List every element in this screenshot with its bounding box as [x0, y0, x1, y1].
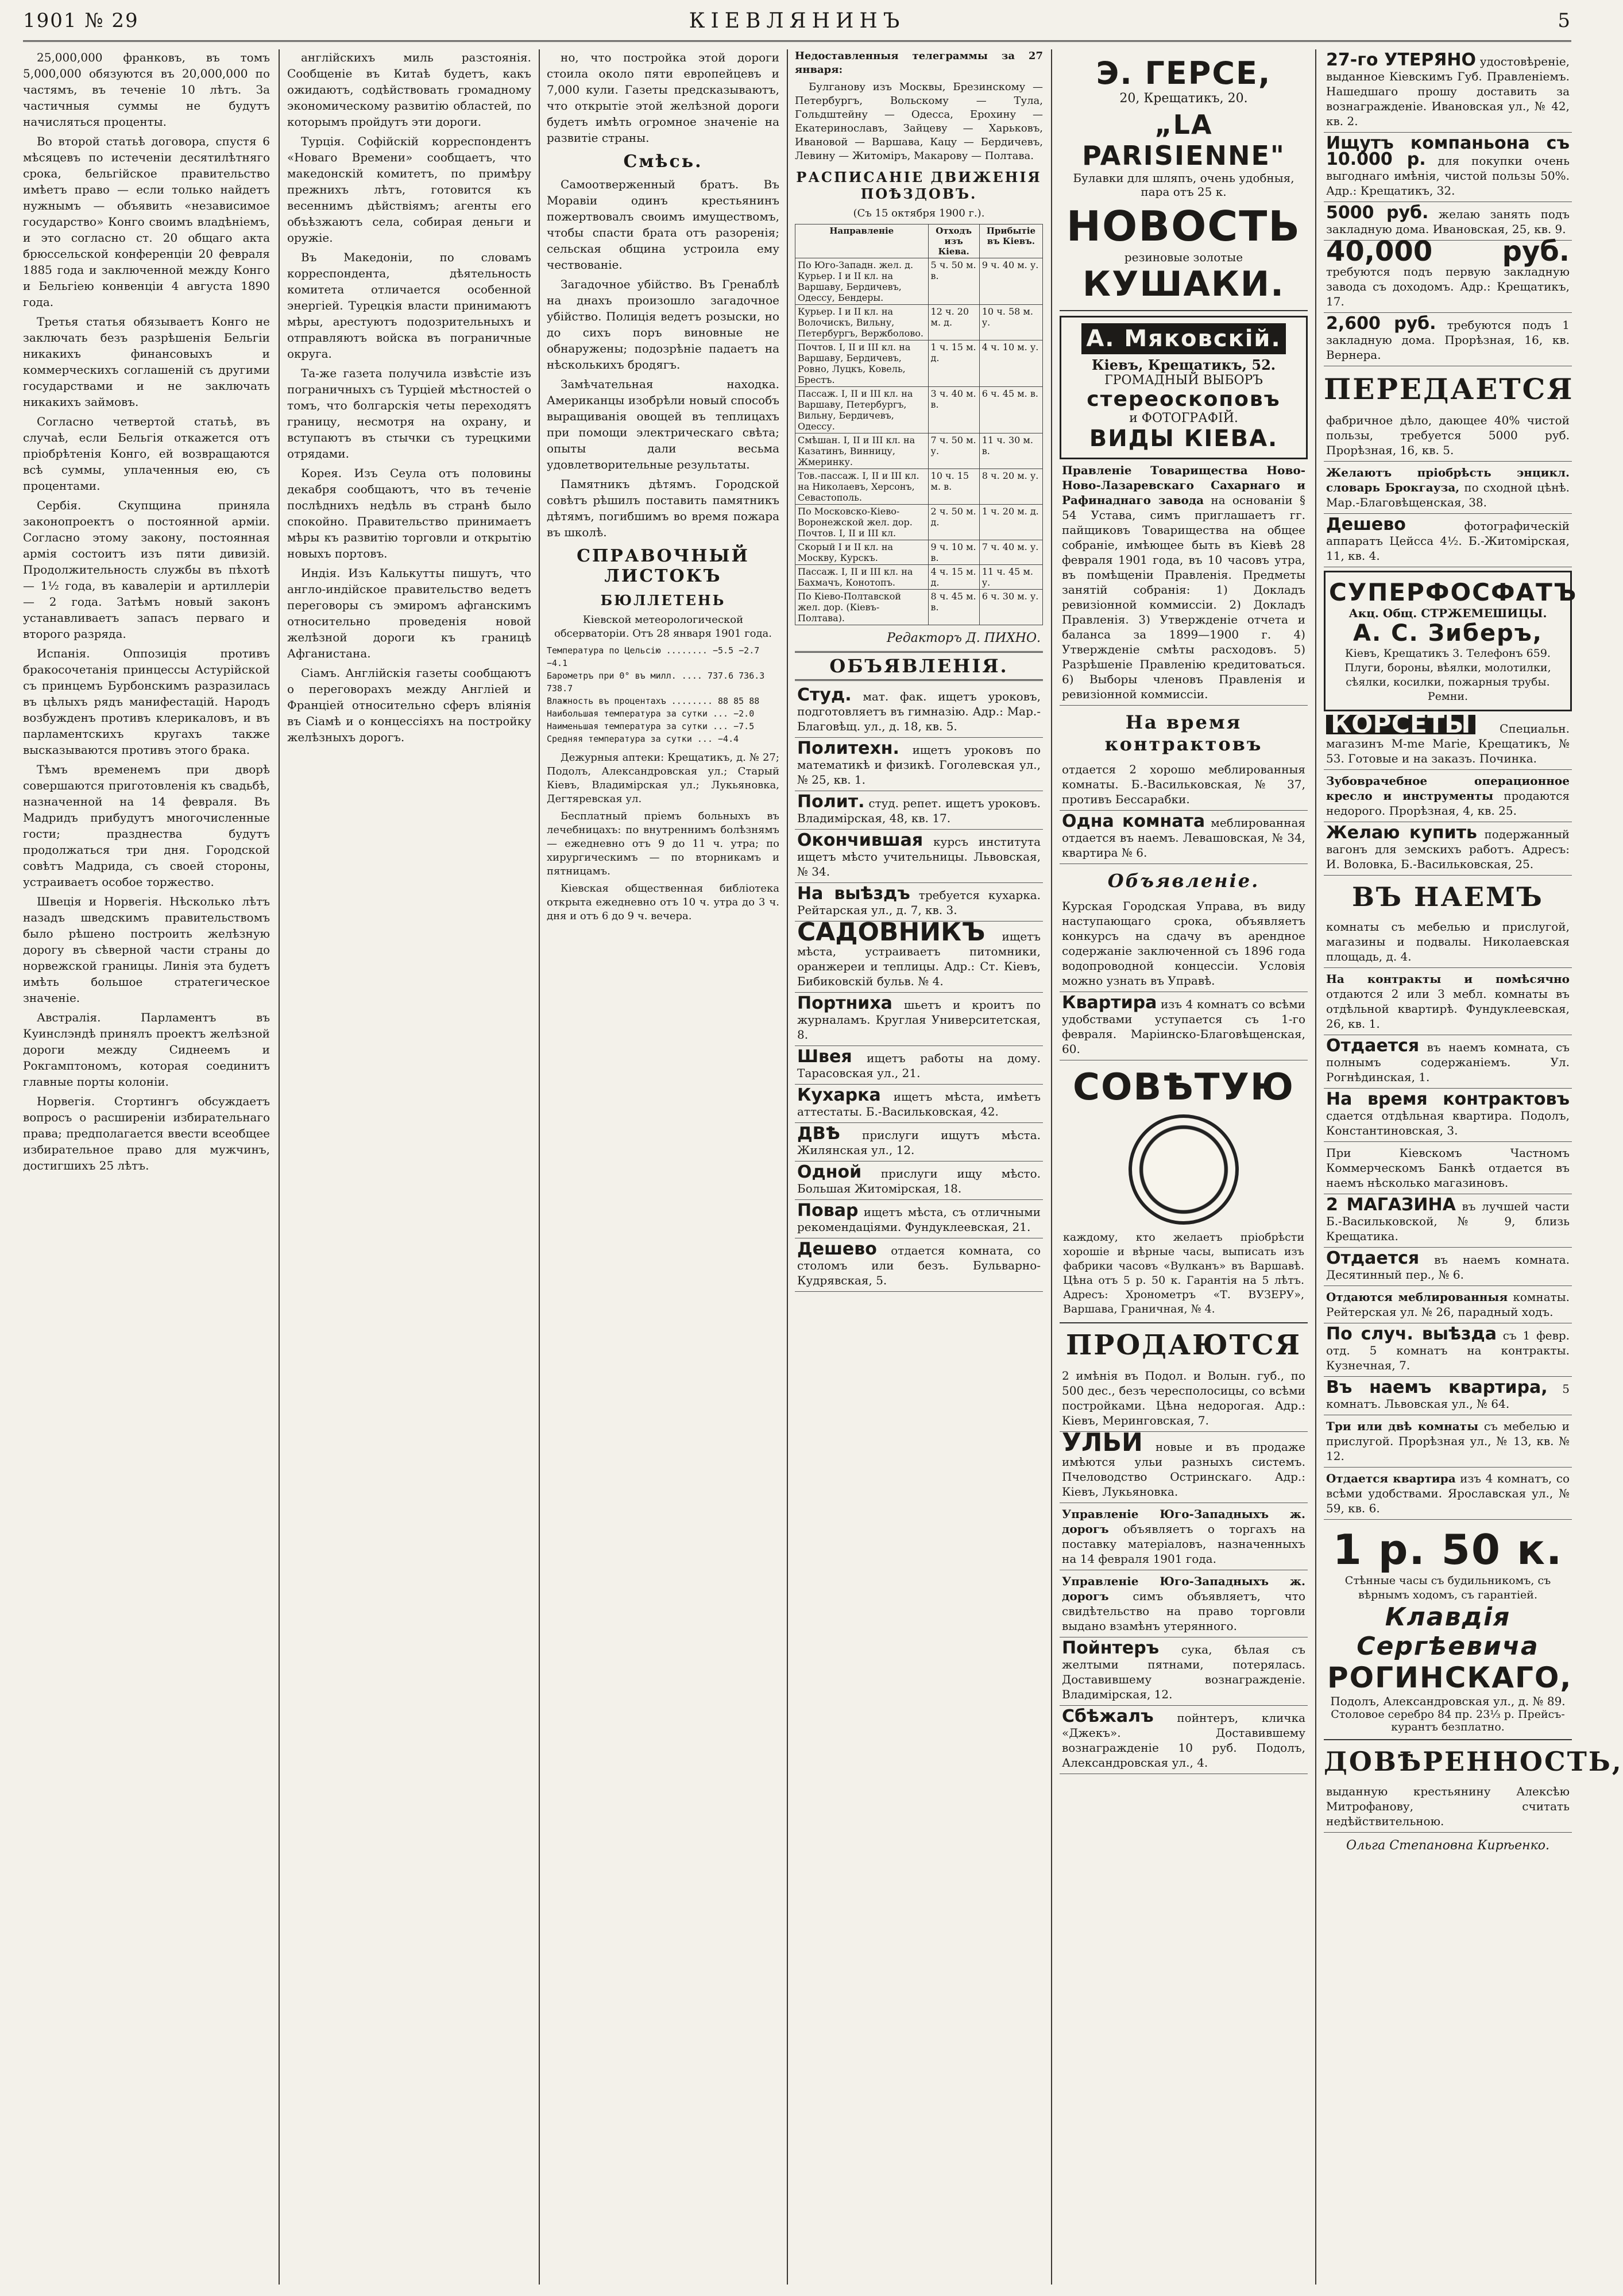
ad-signature: Ольга Степановна Кирѣенко.: [1346, 1838, 1549, 1853]
classified-ad: Политехн. ищетъ уроковъ по математикѣ и физикѣ. Гоголевская ул., № 25, кв. 1.: [795, 738, 1043, 791]
advertiser-name: А. Мяковскій.: [1081, 323, 1285, 354]
classified-ad: отдается 2 хорошо меблированныя комнаты. Б.-Васильковская, № 37, противъ Бессарабки.: [1060, 758, 1308, 811]
classified-ad: Дешево отдается комната, со столомъ или безъ. Бульварно-Кудрявская, 5.: [795, 1238, 1043, 1292]
article-paragraph: Корея. Изъ Сеула отъ половины декабря сообщаютъ, что въ теченіе послѣднихъ недѣль въ странѣ было спокойно. Правительство принимаетъ мѣры къ развитію торговли и открытію новыхъ портовъ.: [287, 466, 531, 560]
classified-ad: Правленіе Товарищества Ново-Ново-Лазаревскаго Сахарнаго и Рафинаднаго завода на основаніи § 54 Устава, симъ приглашаетъ гг. пайщиковъ Товарищества на общее собраніе, имѣющее быть въ Кіевѣ 28 февраля 1901 года, въ 10 часовъ утра, въ помѣщеніи Правленія. Предметы занятій собранія: 1) Докладъ ревизіонной коммиссіи. 2) Докладъ Правленія. 3) Утвержденіе отчета и баланса за 1899—1900 г. 4) Утвержденіе смѣты расходовъ. 5) Разрѣшеніе Правленію кредитоваться. 6) Выборы членовъ Правленія и ревизіонной коммиссіи.: [1060, 459, 1308, 706]
ad-heading: ВЪ НАЕМЪ: [1352, 881, 1544, 912]
newspaper-title: КІЕВЛЯНИНЪ: [689, 9, 906, 33]
ad-text: каждому, кто желаетъ пріобрѣсти хорошіе и вѣрные часы, выписать изъ фабрики часовъ «Вулканъ» въ Варшавѣ. Цѣна отъ 5 р. 50 к. Гарантія на 5 лѣтъ. Адресъ: Хронометръ «Т. ВУЗЕРУ», Варшава, Граничная, № 4.: [1063, 1231, 1304, 1315]
ad-text: Стѣнные часы съ будильникомъ, съ вѣрнымъ ходомъ, съ гарантіей.: [1344, 1574, 1551, 1601]
advertiser-name: РОГИНСКАГО,: [1327, 1661, 1572, 1694]
classified-ad: Кухарка ищетъ мѣста, имѣетъ аттестаты. Б.-Васильковская, 42.: [795, 1085, 1043, 1123]
page-number: 5: [1558, 9, 1571, 32]
bulletin-line: Барометръ при 0° въ милл. .... 737.6 736.3 738.7: [547, 671, 765, 694]
article-paragraph: Та-же газета получила извѣстіе изъ пограничныхъ съ Турціей мѣстностей о томъ, что болгарскія четы переходятъ границу, несмотря на охрану, и вступаютъ въ стычки съ турецкими отрядами.: [287, 366, 531, 460]
classified-ad: фабричное дѣло, дающее 40% чистой пользы, требуется 5000 руб. Прорѣзная, 16, кв. 5.: [1324, 409, 1572, 462]
column-1: [23, 49, 270, 2285]
classified-ad: Окончившая курсъ института ищетъ мѣсто учительницы. Львовская, № 34.: [795, 830, 1043, 883]
schedule-subtitle: (Съ 15 октября 1900 г.).: [853, 207, 985, 219]
ad-heading: ДОВѢРЕННОСТЬ,: [1324, 1746, 1623, 1777]
ad-heading: На время контрактовъ: [1104, 711, 1263, 755]
classified-ad: Курская Городская Управа, въ виду наступающаго срока, объявляетъ конкурсъ на сдачу въ арендное содержаніе заключенной съ 1896 года водопроводной концессіи. Условія можно узнать въ Управѣ.: [1060, 895, 1308, 992]
classified-ad: Повар ищетъ мѣста, съ отличными рекомендаціями. Фундуклеевская, 21.: [795, 1200, 1043, 1238]
bulletin-line: Наибольшая температура за сутки ... −2.0: [547, 708, 755, 719]
classified-ad: Портниха шьетъ и кроитъ по журналамъ. Круглая Университетская, 8.: [795, 993, 1043, 1046]
article-paragraph: Сіамъ. Англійскія газеты сообщаютъ о переговорахъ между Англіей и Франціей относительно сферъ вліянія въ Сіамѣ и о концессіяхъ на постройку желѣзныхъ дорогъ.: [287, 666, 531, 744]
classified-ad: Отдается въ наемъ комната, съ полнымъ содержаніемъ. Ул. Рогнѣдинская, 1.: [1324, 1035, 1572, 1089]
classified-ad: 2 имѣнія въ Подол. и Волын. губ., по 500 дес., безъ чересполосицы, со всѣми постройками. Цѣна недорогая. Адр.: Кіевъ, Меринговская, 7.: [1060, 1365, 1308, 1432]
article-paragraph: Загадочное убійство. Въ Гренаблѣ на днахъ произошло загадочное убійство. Полиція ведетъ розыски, но до сихъ поръ виновные не обнаружены; подозрѣніе падаетъ на нѣсколькихъ бродягъ.: [547, 277, 779, 371]
article-paragraph: Самоотверженный братъ. Въ Моравіи одинъ крестьянинъ пожертвовалъ своимъ имуществомъ, чтобы спасти брата отъ разоренія; сельская община устроила ему чествованіе.: [547, 177, 779, 272]
advertiser-name: А. С. Зиберъ,: [1353, 620, 1543, 646]
classified-ad: Дешево фотографическій аппаратъ Цейсса 4½. Б.-Житомірская, 11, кв. 4.: [1324, 514, 1572, 567]
article-paragraph: Замѣчательная находка. Американцы изобрѣли новый способъ выращиванія овощей въ теплицахъ при помощи электрическаго свѣта; опыты дали весьма удовлетворительные результаты.: [547, 377, 779, 471]
article-paragraph: Въ Македоніи, по словамъ корреспондента, дѣятельность комитета отличается особенной энергіей. Турецкія власти принимаютъ мѣры, арестуютъ подозрительныхъ и отправляютъ войска въ пограничные округа.: [287, 250, 531, 361]
advertiser-name: Э. ГЕРСЕ,: [1096, 55, 1272, 91]
classified-ad: выданную крестьянину Алексѣю Митрофанову, считать недѣйствительною.: [1324, 1780, 1572, 1833]
article-paragraph: англійскихъ миль разстоянія. Сообщеніе въ Китаѣ будетъ, какъ ожидаютъ, содѣйствовать громадному экономическому развитію областей, по которымъ пройдутъ эти дороги.: [287, 51, 531, 129]
classified-ad: Отдаются меблированныя комнаты. Рейтерская ул. № 26, парадный ходъ.: [1324, 1286, 1572, 1323]
classified-ad: Три или двѣ комнаты съ мебелью и прислугой. Прорѣзная ул., № 13, кв. № 12.: [1324, 1415, 1572, 1468]
article-paragraph: Австралія. Парламентъ въ Куинслэндѣ принялъ проектъ желѣзной дороги между Сиднеемъ и Рокгамптономъ, которая соединитъ главные порты колоніи.: [23, 1010, 270, 1089]
classified-ad: На время контрактовъ сдается отдѣльная квартира. Подолъ, Константиновская, 3.: [1324, 1089, 1572, 1142]
ad-headline: 1 р. 50 к.: [1332, 1525, 1563, 1574]
bulletin-title: БЮЛЛЕТЕНЬ: [600, 592, 726, 609]
article-paragraph: Турція. Софійскій корреспондентъ «Новаго Времени» сообщаетъ, что македонскій комитетъ, по примѣру прежнихъ лѣтъ, готовится къ весеннимъ дѣйствіямъ; агенты его объѣзжаютъ села, собирая деньги и оружіе.: [287, 134, 531, 245]
classified-ad: Желаю купить подержанный вагонъ для земскихъ работъ. Адресъ: И. Воловка, Б.-Васильковская, 25.: [1324, 822, 1572, 876]
ad-headline: НОВОСТЬ: [1066, 202, 1301, 250]
ad-text: ГРОМАДНЫЙ ВЫБОРЪ: [1104, 373, 1263, 388]
zibert-ad: [1324, 571, 1578, 711]
ad-text: Кіевъ, Крещатикъ 3. Телефонъ 659. Плуги, бороны, вѣялки, молотилки, сѣялки, косилки, пожарныя трубы. Ремни.: [1344, 647, 1551, 703]
classified-ad: Студ. мат. фак. ищетъ уроковъ, подготовляетъ въ гимназію. Адр.: Мар.-Благовѣщ. ул., д. 18, кв. 5.: [795, 684, 1043, 738]
schedule-title: РАСПИСАНІЕ ДВИЖЕНІЯ ПОѢЗДОВЪ.: [796, 169, 1042, 202]
classified-ad: По случ. выѣзда съ 1 февр. отд. 5 комнатъ на контракты. Кузнечная, 7.: [1324, 1323, 1572, 1377]
classified-ad: Квартира изъ 4 комнатъ со всѣми удобствами уступается съ 1-го февраля. Маріинско-Благовѣщенская, 60.: [1060, 992, 1308, 1060]
article-paragraph: Испанія. Оппозиція противъ бракосочетанія принцессы Астурійской съ принцемъ Бурбонскимъ разразилась въ цѣлыхъ рядъ манифестацій. Народъ возбужденъ противъ клерикаловъ, и въ парламентскихъ кругахъ также высказываются противъ этого брака.: [23, 646, 270, 757]
article-paragraph: Третья статья обязываетъ Конго не заключать безъ разрѣшенія Бельгіи никакихъ финансовыхъ и коммерческихъ соглашеній съ другими государствами и не заключать никакихъ займовъ.: [23, 315, 270, 409]
classified-ad: Ищутъ компаньона съ 10.000 р. для покупки очень выгоднаго имѣнія, чистой пользы 50%. Адр.: Крещатикъ, 32.: [1324, 133, 1572, 202]
train-schedule-table: [795, 224, 1043, 625]
bulletin-line: Температура по Цельсію ........ −5.5 −2.7 −4.1: [547, 645, 760, 668]
advertiser-address: Кіевъ, Крещатикъ, 52.: [1091, 357, 1276, 373]
classified-ad: Полит. студ. репет. ищетъ уроковъ. Владимірская, 48, кв. 17.: [795, 791, 1043, 830]
advertiser-address: Подолъ, Александровская ул., д. № 89.: [1330, 1694, 1566, 1708]
table-row: Пассаж. I, II и III кл. на Бахмачъ, Конотопъ. 4 ч. 15 м. д. 11 ч. 45 м. у.: [795, 565, 1043, 590]
article-paragraph: Сербія. Скупщина приняла законопроектъ о постоянной арміи. Согласно этому закону, постоянная армія состоитъ изъ пяти дивизій. Продолжительность службы въ пѣхотѣ — 1½ года, въ кавалеріи и артиллеріи — 2 года. Затѣмъ новый законъ устанавливаетъ запасъ перваго и второго разряда.: [23, 498, 270, 641]
article-paragraph: Норвегія. Стортингъ обсуждаетъ вопросъ о расширеніи избирательнаго права; предполагается ввести всеобщее избирательное право для мужчинъ, достигшихъ 25 лѣтъ.: [23, 1094, 270, 1172]
brand-name: „LA PARISIENNE": [1082, 109, 1285, 171]
article-paragraph: Дежурныя аптеки: Крещатикъ, д. № 27; Подолъ, Александровская ул.; Старый Кіевъ, Владимірская ул.; Лукьяновка, Дегтяревская ул.: [547, 752, 779, 805]
article-paragraph: Памятникъ дѣтямъ. Городской совѣтъ рѣшилъ поставить памятникъ дѣтямъ, погибшимъ во время пожара въ школѣ.: [547, 477, 779, 539]
ad-headline: СУПЕРФОСФАТЪ: [1329, 578, 1578, 606]
article-paragraph: 25,000,000 франковъ, въ томъ 5,000,000 обязуются въ 20,000,000 по частямъ, въ теченіе 10 лѣтъ. За частичныя суммы не будутъ начисляться проценты.: [23, 51, 270, 129]
classified-ad: 27-го УТЕРЯНО удостовѣреніе, выданное Кіевскимъ Губ. Правленіемъ. Нашедшаго прошу доставить за вознагражденіе. Ивановская ул., № 42, кв. 2.: [1324, 49, 1572, 133]
article-paragraph: Согласно четвертой статьѣ, въ случаѣ, если Бельгія откажется отъ пріобрѣтенія Конго, ей возвращаются всѣ суммы, уплаченныя ею, съ процентами.: [23, 415, 270, 493]
classified-ad: Желаютъ пріобрѣсть энцикл. словарь Брокгауза, по сходной цѣнѣ. Мар.-Благовѣщенская, 38.: [1324, 462, 1572, 514]
article-paragraph: Кіевская общественная библіотека открыта ежедневно отъ 10 ч. утра до 3 ч. дня и отъ 6 до 9 ч. вечера.: [547, 882, 779, 922]
classified-ad: Управленіе Юго-Западныхъ ж. дорогъ объявляетъ о торгахъ на поставку матеріаловъ, назначенныхъ на 14 февраля 1901 года.: [1060, 1503, 1308, 1570]
ad-headline: СОВѢТУЮ: [1072, 1066, 1295, 1109]
editor-signature: Редакторъ Д. ПИХНО.: [887, 631, 1041, 645]
classified-ad: КОРСЕТЫ Специальн. магазинъ M-me Marie, Крещатикъ, № 53. Готовые и на заказъ. Починка.: [1324, 711, 1572, 770]
issue-number: 1901 № 29: [23, 9, 139, 32]
advertiser-address: 20, Крещатикъ, 20.: [1119, 91, 1248, 106]
classified-ad: На выѣздъ требуется кухарка. Рейтарская ул., д. 7, кв. 3.: [795, 883, 1043, 922]
ad-heading: Объявленіе.: [1107, 870, 1260, 892]
column-rule: [787, 49, 788, 2285]
article-paragraph: Тѣмъ временемъ при дворѣ совершаются приготовленія къ свадьбѣ, назначенной на 14 февраля. Въ Мадридъ прибудутъ многочисленные гости; празднества будутъ продолжаться три дня. Городской совѣтъ Мадрида, съ своей стороны, устраиваетъ особое торжество.: [23, 762, 270, 889]
table-row: Почтов. I, II и III кл. на Варшаву, Бердичевъ, Ровно, Луцкъ, Ковель, Брестъ. 1 ч. 15 м. д. 4 ч. 10 м. у.: [795, 340, 1043, 387]
classified-ad: Въ наемъ квартира, 5 комнатъ. Львовская ул., № 64.: [1324, 1377, 1572, 1415]
classified-ad: На контракты и помѣсячно отдаются 2 или 3 мебл. комнаты въ отдѣльной квартирѣ. Фундуклеевская, 26, кв. 1.: [1324, 968, 1572, 1035]
classified-ad: Отдается квартира изъ 4 комнатъ, со всѣми удобствами. Ярославская ул., № 59, кв. 6.: [1324, 1468, 1572, 1520]
ad-heading: ПРОДАЮТСЯ: [1065, 1329, 1302, 1361]
classified-ad: 40,000 руб. требуются подъ первую закладную завода съ доходомъ. Адр.: Крещатикъ, 17.: [1324, 241, 1572, 313]
classified-ad: 5000 руб. желаю занять подъ закладную дома. Ивановская, 25, кв. 9.: [1324, 202, 1572, 241]
watch-ad: [1060, 1060, 1308, 1323]
classified-ad: Отдается въ наемъ комната. Десятинный пер., № 6.: [1324, 1248, 1572, 1286]
column-3: [547, 49, 779, 2285]
section-title: СПРАВОЧНЫЙ ЛИСТОКЪ: [577, 546, 749, 586]
column-2: [287, 49, 531, 2285]
table-header-row: [795, 224, 1043, 258]
column-header: Отходъ изъ Кіева.: [928, 224, 979, 258]
article-paragraph: Швеція и Норвегія. Нѣсколько лѣтъ назадъ шведскимъ правительствомъ было рѣшено построить желѣзную дорогу въ сѣверной части страны до норвежской границы. Линія эта будетъ имѣть большое стратегическое значеніе.: [23, 895, 270, 1005]
classified-ad: УЛЬИ новые и въ продаже имѣются ульи разныхъ системъ. Пчеловодство Остринскаго. Адр.: Кіевъ, Лукьяновка.: [1060, 1432, 1308, 1503]
classified-ad: САДОВНИКЪ ищетъ мѣста, устраиваетъ питомники, оранжереи и теплицы. Адр.: Ст. Кіевъ, Бибиковскій бульв. № 4.: [795, 922, 1043, 993]
ad-text: Акц. Общ. СТРЖЕМЕШИЦЫ.: [1348, 606, 1547, 620]
masthead: [23, 6, 1571, 42]
classified-ad: При Кіевскомъ Частномъ Коммерческомъ Банкѣ отдается въ наемъ нѣсколько магазиновъ.: [1324, 1142, 1572, 1194]
classified-ad: Зубоврачебное операционное кресло и инструменты продаются недорого. Прорѣзная, 4, кв. 25.: [1324, 770, 1572, 822]
ad-text: стереоскоповъ: [1087, 388, 1281, 411]
article-paragraph: Индія. Изъ Калькутты пишутъ, что англо-индійское правительство ведетъ переговоры съ эмиромъ афганскимъ относительно проведенія новой желѣзной дороги къ границѣ Афганистана.: [287, 566, 531, 660]
watch-icon: [1129, 1114, 1239, 1225]
telegram-list: Булганову изъ Москвы, Брезинскому — Петербургъ, Вольскому — Тула, Гольдштейну — Одесса, Ерохину — Екатеринославъ, Зайцеву — Харьковъ, Ивановой — Варшава, Кацу — Бердичевъ, Левину — Житоміръ, Макарову — Полтава.: [795, 81, 1043, 162]
advertiser-name: Клавдія Сергѣевича: [1357, 1602, 1539, 1661]
column-5: [1060, 49, 1308, 2285]
bulletin-table: [547, 644, 779, 745]
bulletin-line: Средняя температура за сутки ... −4.4: [547, 734, 739, 744]
classified-ad: Управленіе Юго-Западныхъ ж. дорогъ симъ объявляетъ, что свидѣтельство на право торговли выдано взамѣнъ утерянного.: [1060, 1570, 1308, 1637]
classified-ad: 2 МАГАЗИНА въ лучшей части Б.-Васильковской, № 9, близь Крещатика.: [1324, 1194, 1572, 1248]
classified-ad: Пойнтеръ сука, бѣлая съ желтыми пятнами, потерялась. Доставившему вознагражденіе. Владимірская, 12.: [1060, 1637, 1308, 1706]
table-row: По Юго-Западн. жел. д. Курьер. I и II кл. на Варшаву, Бердичевъ, Одессу, Бендеры. 5 ч. 50 м. в. 9 ч. 40 м. у.: [795, 258, 1043, 305]
myakovsky-ad: [1060, 316, 1308, 459]
telegram-header: Недоставленныя телеграммы за 27 января:: [795, 50, 1043, 76]
column-6: [1324, 49, 1623, 2285]
bulletin-line: Влажность въ процентахъ ........ 88 85 88: [547, 696, 760, 706]
table-row: Курьер. I и II кл. на Волочискъ, Вильну, Петербургъ, Вержболово. 12 ч. 20 м. д. 10 ч. 58 м. у.: [795, 305, 1043, 340]
ad-heading: ПЕРЕДАЕТСЯ: [1324, 372, 1574, 406]
column-rule: [1315, 49, 1316, 2285]
ad-text: Столовое серебро 84 пр. 23⅓ р. Прейсъ-курантъ безплатно.: [1331, 1708, 1565, 1733]
table-row: Смѣшан. I, II и III кл. на Казатинъ, Винницу, Жмеринку. 7 ч. 50 м. у. 11 ч. 30 м. в.: [795, 433, 1043, 469]
classified-ad: ДВѢ прислуги ищутъ мѣста. Жилянская ул., 12.: [795, 1123, 1043, 1161]
section-title: Смѣсь.: [623, 152, 703, 172]
bulletin-subtitle: Кіевской метеорологической обсерваторіи. Отъ 28 января 1901 года.: [554, 614, 772, 640]
article-paragraph: Бесплатный пріемъ больныхъ въ лечебницахъ: по внутреннимъ болѣзнямъ — ежедневно отъ 9 до 11 ч. утра; по хирургическимъ — по вторникамъ и пятницамъ.: [547, 810, 779, 877]
table-row: По Московско-Кіево-Воронежской жел. дор. Почтов. I, II и III кл. 2 ч. 50 м. д. 1 ч. 20 м. д.: [795, 505, 1043, 540]
article-paragraph: но, что постройка этой дороги стоила около пяти европейцевъ и 7,000 кули. Газеты предсказываютъ, что открытіе этой желѣзной дороги будетъ имѣть огромное значеніе на развитіе страны.: [547, 51, 779, 145]
ad-text: Булавки для шляпъ, очень удобныя, пара отъ 25 к.: [1073, 171, 1294, 199]
column-rule: [279, 49, 280, 2285]
gerse-ad: [1060, 49, 1308, 311]
ad-text: ВИДЫ КІЕВА.: [1089, 425, 1278, 452]
classified-ad: Швея ищетъ работы на дому. Тарасовская ул., 21.: [795, 1046, 1043, 1085]
ad-text: резиновые золотые: [1124, 250, 1243, 264]
table-row: По Кіево-Полтавской жел. дор. (Кіевъ-Полтава). 8 ч. 45 м. в. 6 ч. 30 м. у.: [795, 590, 1043, 625]
column-rule: [1051, 49, 1052, 2285]
table-row: Скорый I и II кл. на Москву, Курскъ. 9 ч. 10 м. в. 7 ч. 40 м. у.: [795, 540, 1043, 565]
classified-ad: Сбѣжалъ пойнтеръ, кличка «Джекъ». Доставившему вознагражденіе 10 руб. Подолъ, Александровская ул., 4.: [1060, 1706, 1308, 1774]
classified-ad: комнаты съ мебелью и прислугой, магазины и подвалы. Николаевская площадь, д. 4.: [1324, 916, 1572, 968]
classified-ad: Одной прислуги ищу мѣсто. Большая Житомірская, 18.: [795, 1161, 1043, 1200]
column-4: [795, 49, 1043, 2285]
roginsky-ad: [1324, 1520, 1572, 1740]
table-row: Тов.-пассаж. I, II и III кл. на Николаевъ, Херсонъ, Севастополь. 10 ч. 15 м. в. 8 ч. 20 м. у.: [795, 469, 1043, 505]
article-paragraph: Во второй статьѣ договора, спустя 6 мѣсяцевъ по истеченіи десятилѣтняго срока, бельгійское правительство имѣетъ право — если только найдетъ нужнымъ — объявить «независимое государство» Конго своимъ владѣніемъ, и это согласно ст. 20 общаго акта брюссельской конференціи 20 февраля 1885 года и заключенной между Конго и Бельгіею конвенціи 4 августа 1890 года.: [23, 134, 270, 309]
classified-ad: Одна комната меблированная отдается въ наемъ. Левашовская, № 34, квартира № 6.: [1060, 811, 1308, 864]
bulletin-line: Наименьшая температура за сутки ... −7.5: [547, 721, 755, 731]
classified-ad: 2,600 руб. требуются подъ 1 закладную дома. Прорѣзная, 16, кв. Вернера.: [1324, 313, 1572, 366]
column-header: Прибытіе въ Кіевъ.: [979, 224, 1042, 258]
ads-title: ОБЪЯВЛЕНІЯ.: [795, 651, 1043, 681]
column-rule: [539, 49, 540, 2285]
ad-headline: КУШАКИ.: [1083, 264, 1285, 304]
table-row: Пассаж. I, II и III кл. на Варшаву, Петербургъ, Вильну, Бердичевъ, Одессу. 3 ч. 40 м. в. 6 ч. 45 м. в.: [795, 387, 1043, 433]
ad-text: и ФОТОГРАФІЙ.: [1129, 411, 1238, 425]
column-header: Направленіе: [795, 224, 929, 258]
